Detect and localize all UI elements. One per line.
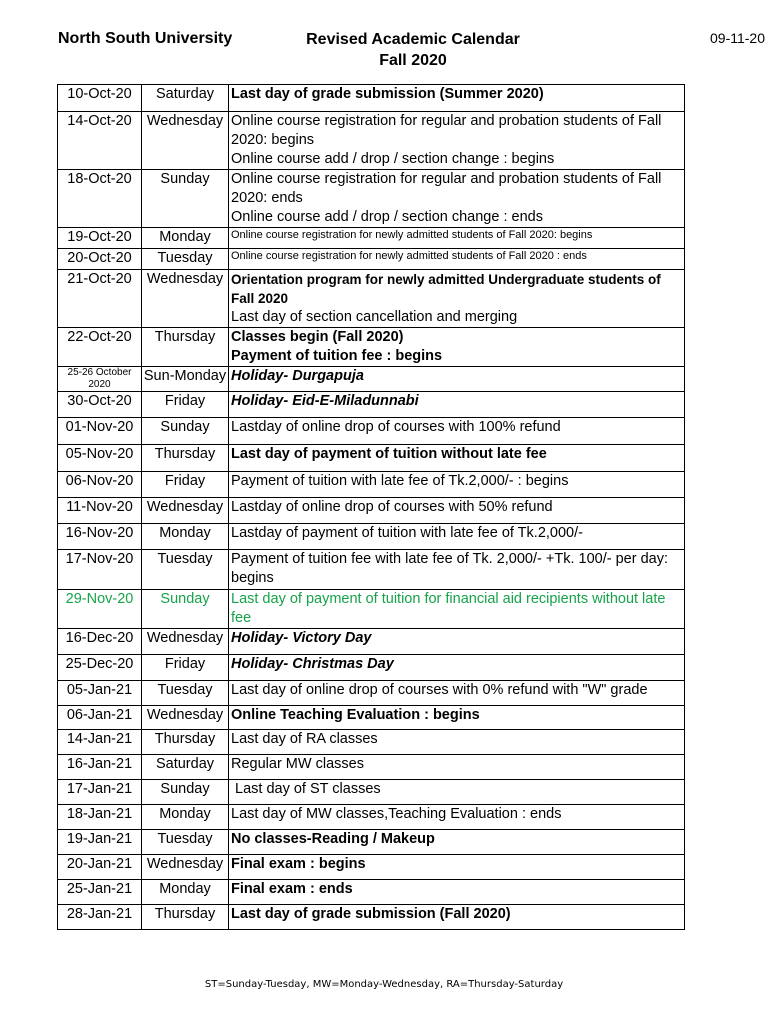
event-cell (229, 780, 685, 805)
event-cell (229, 418, 685, 445)
day-cell: Thursday (142, 730, 229, 755)
event-line: Payment of tuition fee with late fee of Tk. 2,000/- +Tk. 100/- per day: begins (231, 551, 668, 586)
date-cell: 16-Dec-20 (58, 629, 142, 655)
event-line: Lastday of online drop of courses with 50% refund (231, 499, 553, 515)
table-row (58, 655, 685, 681)
date-cell: 29-Nov-20 (58, 590, 142, 629)
day-cell: Friday (142, 392, 229, 418)
day-cell: Sunday (142, 418, 229, 445)
date-cell: 01-Nov-20 (58, 418, 142, 445)
day-cell: Tuesday (142, 249, 229, 270)
day-cell: Friday (142, 655, 229, 681)
date-cell: 17-Nov-20 (58, 550, 142, 590)
date-cell: 25-Jan-21 (58, 880, 142, 905)
event-line: Online course registration for newly admitted students of Fall 2020: begins (231, 229, 593, 241)
event-line: Holiday- Eid-E-Miladunnabi (231, 393, 419, 409)
table-row (58, 228, 685, 249)
day-cell: Thursday (142, 445, 229, 472)
event-cell (229, 905, 685, 930)
date-cell: 16-Jan-21 (58, 755, 142, 780)
table-row (58, 880, 685, 905)
table-row (58, 855, 685, 880)
day-cell: Sun-Monday (142, 367, 229, 392)
event-line: Last day of payment of tuition for financial aid recipients without late fee (231, 591, 666, 626)
table-row (58, 445, 685, 472)
date-cell: 25-26 October 2020 (58, 367, 142, 392)
title-line-1: Revised Academic Calendar (306, 31, 520, 48)
date-cell: 06-Jan-21 (58, 706, 142, 730)
day-cell: Wednesday (142, 112, 229, 170)
day-cell: Sunday (142, 780, 229, 805)
event-line: Lastday of payment of tuition with late fee of Tk.2,000/- (231, 525, 583, 541)
day-cell: Monday (142, 880, 229, 905)
event-cell (229, 270, 685, 328)
day-cell: Wednesday (142, 706, 229, 730)
event-line: Online course add / drop / section change : ends (231, 209, 543, 225)
table-row (58, 418, 685, 445)
day-cell: Wednesday (142, 270, 229, 328)
event-cell (229, 681, 685, 706)
event-cell (229, 249, 685, 270)
day-cell: Tuesday (142, 681, 229, 706)
table-row (58, 367, 685, 392)
day-cell: Tuesday (142, 830, 229, 855)
day-cell: Monday (142, 228, 229, 249)
event-cell (229, 629, 685, 655)
table-row (58, 524, 685, 550)
event-line: Last day of MW classes,Teaching Evaluation : ends (231, 806, 562, 822)
revision-date: 09-11-20 (710, 30, 766, 46)
event-line: No classes-Reading / Makeup (231, 831, 435, 847)
event-line: Last day of grade submission (Summer 2020) (231, 86, 544, 102)
day-cell: Saturday (142, 85, 229, 112)
event-cell (229, 392, 685, 418)
day-cell: Wednesday (142, 855, 229, 880)
table-row (58, 805, 685, 830)
table-row (58, 270, 685, 328)
table-row (58, 472, 685, 498)
event-line: Classes begin (Fall 2020) (231, 329, 404, 345)
university-name: North South University (58, 30, 233, 47)
date-cell: 05-Nov-20 (58, 445, 142, 472)
day-cell: Sunday (142, 590, 229, 629)
day-cell: Sunday (142, 170, 229, 228)
event-line: Online course registration for regular and probation students of Fall 2020: ends (231, 171, 662, 206)
day-cell: Monday (142, 524, 229, 550)
table-row (58, 112, 685, 170)
table-row (58, 85, 685, 112)
date-cell: 22-Oct-20 (58, 328, 142, 367)
date-cell: 20-Jan-21 (58, 855, 142, 880)
event-line: Holiday- Christmas Day (231, 656, 394, 672)
date-cell: 16-Nov-20 (58, 524, 142, 550)
event-line: Payment of tuition fee : begins (231, 348, 443, 364)
event-cell (229, 590, 685, 629)
event-line: Final exam : begins (231, 856, 366, 872)
date-cell: 17-Jan-21 (58, 780, 142, 805)
event-line: Payment of tuition with late fee of Tk.2,000/- : begins (231, 473, 569, 489)
event-line: Online course add / drop / section change : begins (231, 151, 555, 167)
date-cell: 20-Oct-20 (58, 249, 142, 270)
event-cell (229, 367, 685, 392)
table-row (58, 590, 685, 629)
title-line-2: Fall 2020 (379, 52, 447, 69)
date-cell: 18-Jan-21 (58, 805, 142, 830)
event-line: Orientation program for newly admitted Undergraduate students of Fall 2020 (231, 272, 661, 306)
table-row (58, 730, 685, 755)
event-line: Last day of online drop of courses with 0% refund with "W" grade (231, 682, 648, 698)
event-line: Last day of grade submission (Fall 2020) (231, 906, 511, 922)
day-cell: Monday (142, 805, 229, 830)
event-line: Lastday of online drop of courses with 100% refund (231, 419, 561, 435)
day-cell: Wednesday (142, 629, 229, 655)
table-row (58, 830, 685, 855)
event-cell (229, 880, 685, 905)
event-cell (229, 472, 685, 498)
day-cell: Wednesday (142, 498, 229, 524)
event-line: Regular MW classes (231, 756, 364, 772)
event-cell (229, 755, 685, 780)
event-cell (229, 830, 685, 855)
date-cell: 05-Jan-21 (58, 681, 142, 706)
table-row (58, 629, 685, 655)
event-cell (229, 445, 685, 472)
day-cell: Thursday (142, 328, 229, 367)
event-cell (229, 550, 685, 590)
table-row (58, 550, 685, 590)
table-row (58, 780, 685, 805)
event-line: Last day of section cancellation and merging (231, 309, 518, 325)
calendar-table (57, 84, 685, 930)
table-row (58, 905, 685, 930)
date-cell: 19-Oct-20 (58, 228, 142, 249)
date-cell: 30-Oct-20 (58, 392, 142, 418)
date-cell: 06-Nov-20 (58, 472, 142, 498)
date-cell: 14-Jan-21 (58, 730, 142, 755)
event-cell (229, 805, 685, 830)
day-cell: Saturday (142, 755, 229, 780)
event-cell (229, 730, 685, 755)
date-cell: 18-Oct-20 (58, 170, 142, 228)
event-line: Last day of RA classes (231, 731, 378, 747)
table-row (58, 755, 685, 780)
event-cell (229, 655, 685, 681)
event-line: Holiday- Victory Day (231, 630, 372, 646)
event-cell (229, 328, 685, 367)
event-cell (229, 170, 685, 228)
event-cell (229, 498, 685, 524)
date-cell: 10-Oct-20 (58, 85, 142, 112)
date-cell: 25-Dec-20 (58, 655, 142, 681)
table-row (58, 328, 685, 367)
table-row (58, 170, 685, 228)
day-cell: Tuesday (142, 550, 229, 590)
event-line: Online course registration for regular and probation students of Fall 2020: begins (231, 113, 662, 148)
event-cell (229, 85, 685, 112)
event-cell (229, 855, 685, 880)
event-cell (229, 524, 685, 550)
date-cell: 14-Oct-20 (58, 112, 142, 170)
event-line: Online Teaching Evaluation : begins (231, 707, 480, 723)
date-cell: 28-Jan-21 (58, 905, 142, 930)
date-cell: 11-Nov-20 (58, 498, 142, 524)
table-row (58, 249, 685, 270)
table-row (58, 681, 685, 706)
event-cell (229, 112, 685, 170)
calendar-title (300, 29, 526, 71)
date-cell: 19-Jan-21 (58, 830, 142, 855)
event-line: Online course registration for newly admitted students of Fall 2020 : ends (231, 250, 587, 262)
table-row (58, 706, 685, 730)
event-line: Final exam : ends (231, 881, 353, 897)
footnote: ST=Sunday-Tuesday, MW=Monday-Wednesday, RA=Thursday-Saturday (204, 979, 564, 990)
event-line: Last day of payment of tuition without late fee (231, 446, 547, 462)
event-cell (229, 706, 685, 730)
event-line: Holiday- Durgapuja (231, 368, 364, 384)
date-cell: 21-Oct-20 (58, 270, 142, 328)
day-cell: Friday (142, 472, 229, 498)
event-line: Last day of ST classes (231, 781, 381, 797)
day-cell: Thursday (142, 905, 229, 930)
table-row (58, 392, 685, 418)
table-row (58, 498, 685, 524)
event-cell (229, 228, 685, 249)
